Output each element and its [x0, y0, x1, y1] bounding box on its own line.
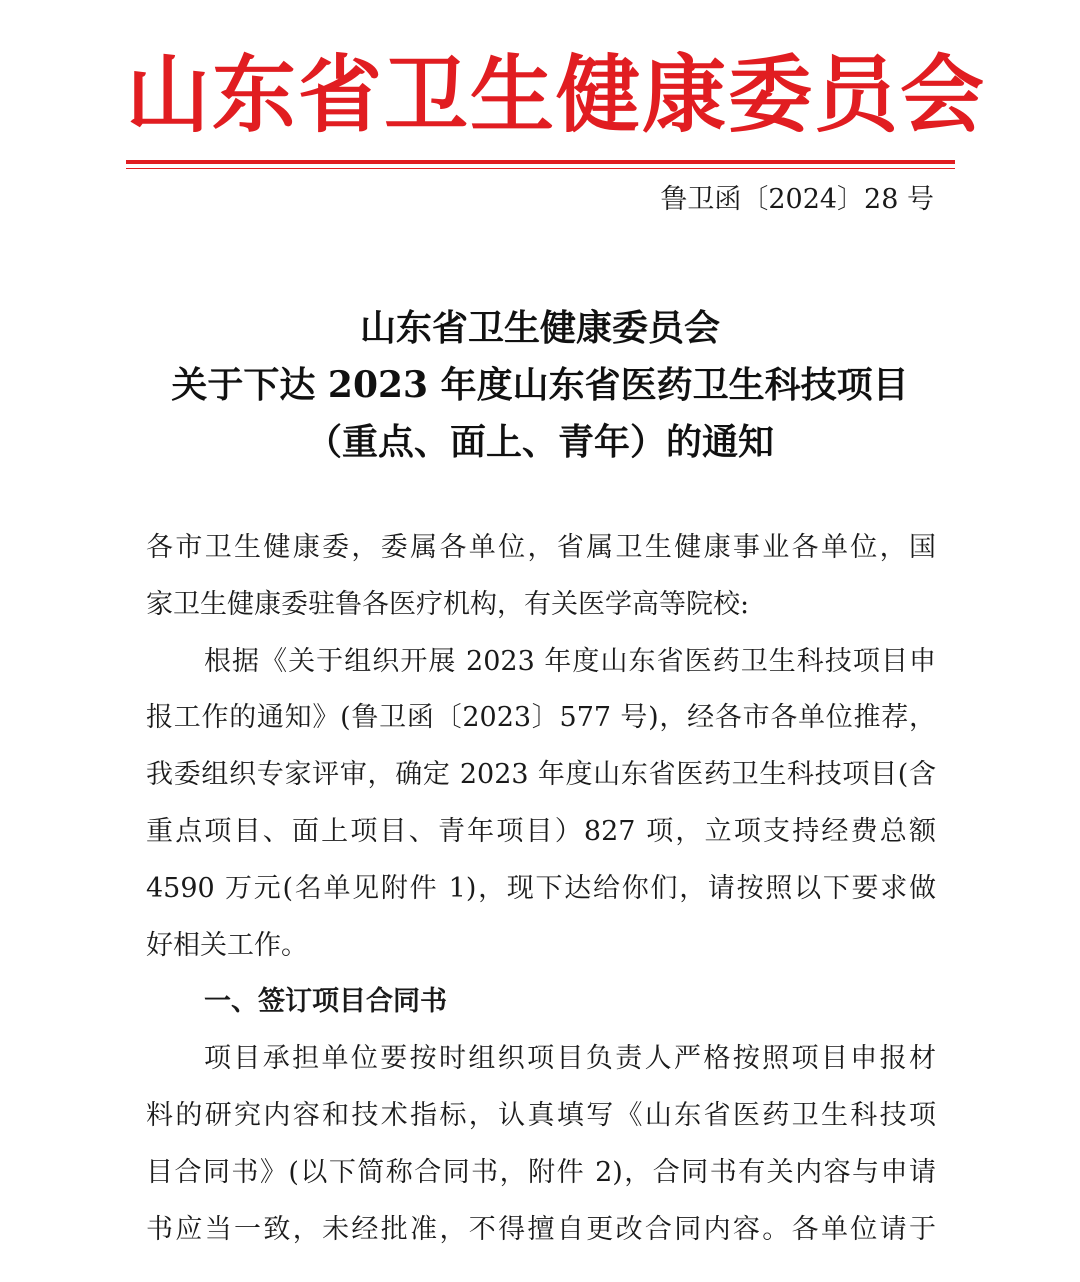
paragraph-line: 项目承担单位要按时组织项目负责人严格按照项目申报材 [204, 1043, 936, 1075]
paragraph-line: 书应当一致，未经批准，不得擅自更改合同内容。各单位请于 [146, 1213, 936, 1245]
paragraph-line: 我委组织专家评审，确定 2023 年度山东省医药卫生科技项目(含 [146, 759, 936, 791]
document-body [146, 520, 936, 1258]
paragraph-line: 报工作的通知》(鲁卫函〔2023〕577 号)，经各市各单位推荐， [146, 702, 936, 734]
masthead-rule-thin [126, 168, 955, 169]
paragraph-line: 根据《关于组织开展 2023 年度山东省医药卫生科技项目申 [204, 645, 936, 677]
title-line: （重点、面上、青年）的通知 [305, 421, 774, 463]
paragraph-line: 料的研究内容和技术指标，认真填写《山东省医药卫生科技项 [146, 1099, 936, 1131]
document-number: 鲁卫函〔2024〕28 号 [660, 184, 934, 215]
salutation-line: 各市卫生健康委，委属各单位，省属卫生健康事业各单位，国 [146, 532, 936, 563]
paragraph-line: 重点项目、面上项目、青年项目）827 项，立项支持经费总额 [146, 815, 936, 847]
paragraph-line: 4590 万元(名单见附件 1)，现下达给你们，请按照以下要求做 [146, 872, 936, 904]
paragraph-line: 目合同书》(以下简称合同书，附件 2)，合同书有关内容与申请 [146, 1156, 936, 1188]
paragraph-line: 好相关工作。 [146, 929, 308, 961]
title-line: 山东省卫生健康委员会 [359, 307, 720, 349]
salutation-line: 家卫生健康委驻鲁各医疗机构，有关医学高等院校: [146, 588, 750, 620]
masthead-rule-thick [126, 160, 955, 164]
document-title [100, 300, 980, 471]
section-heading: 一、签订项目合同书 [204, 986, 447, 1018]
masthead-title: 山东省卫生健康委员会 [126, 45, 987, 144]
title-line: 关于下达 2023 年度山东省医药卫生科技项目 [171, 364, 909, 406]
